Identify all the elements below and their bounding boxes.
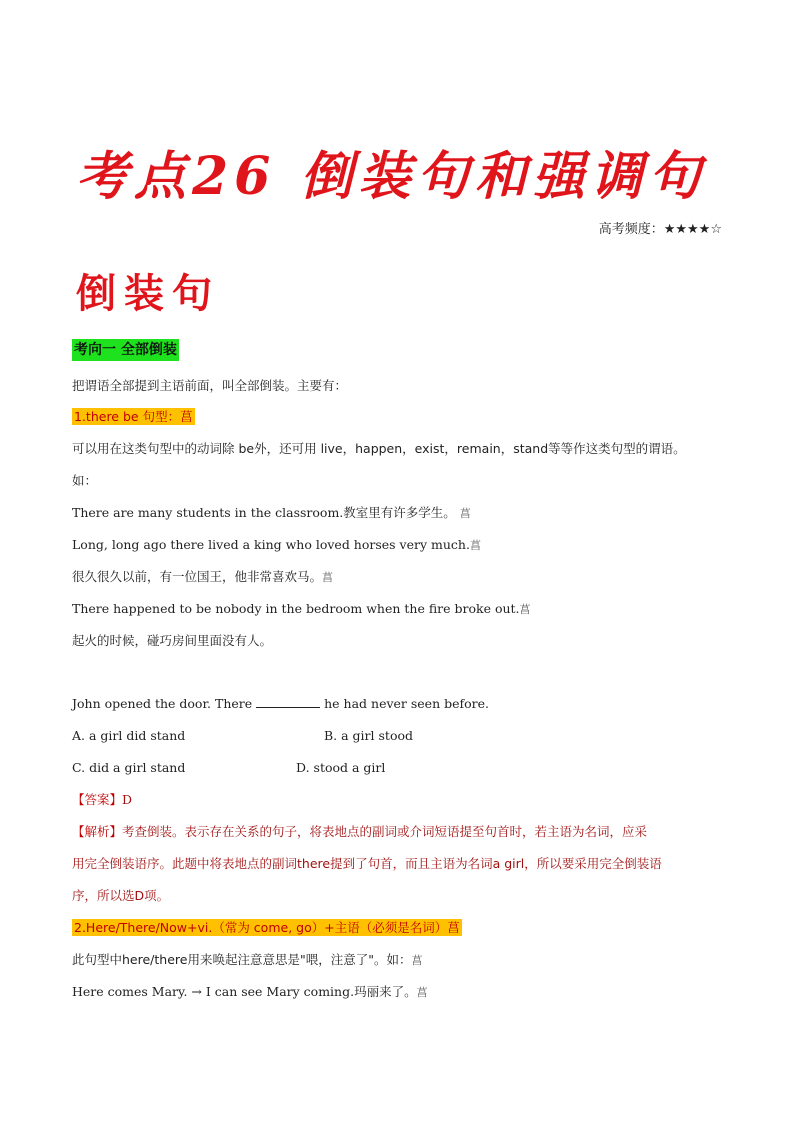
example-line: Long, long ago there lived a king who loved horses very much.菖 (72, 537, 481, 552)
point2-description: 此句型中here/there用来唤起注意意思是"喂，注意了"。如：菖 (72, 952, 423, 967)
option-c: C. did a girl stand (72, 760, 186, 775)
point1-description: 可以用在这类句型中的动词除 be外，还可用 live，happen，exist，remain，stand等等作这类句型的谓语。 (72, 441, 686, 456)
page-title: 考点26 倒装句和强调句 (76, 146, 707, 207)
analysis-label: 【解析】 (72, 824, 123, 839)
point1-heading (72, 408, 195, 426)
analysis-line-2: 用完全倒装语序。此题中将表地点的副词there提到了句首，而且主语为名词a girl，所以要采用完全倒装语 (72, 856, 662, 871)
subsection-heading: 考向一 全部倒装 (72, 339, 179, 361)
intro-text: 把谓语全部提到主语前面，叫全部倒装。主要有： (72, 378, 348, 393)
option-a: A. a girl did stand (72, 728, 186, 743)
answer-label: 【答案】 (72, 792, 123, 807)
example-intro: 如： (72, 473, 98, 488)
point2-heading (72, 919, 462, 937)
example-line: 很久很久以前，有一位国王，他非常喜欢马。菖 (72, 569, 334, 584)
section-title: 倒装句 (76, 270, 220, 317)
frequency-stars: ★★★★☆ (663, 222, 722, 237)
point2-heading-text: 2.Here/There/Now+vi.（常为 come, go）+主语（必须是名词）菖 (74, 920, 460, 935)
analysis-line-1: 【解析】考查倒装。表示存在关系的句子，将表地点的副词或介词短语提至句首时，若主语为名词，应采 (72, 824, 648, 839)
point1-heading-text: 1.there be 句型：菖 (74, 409, 193, 424)
frequency-label: 高考频度： (598, 222, 664, 237)
answer-blank (256, 695, 320, 708)
example-line: There are many students in the classroom.教室里有许多学生。 菖 (72, 505, 471, 520)
answer-value: D (122, 792, 133, 807)
answer-line (72, 791, 132, 809)
option-d: D. stood a girl (296, 760, 386, 775)
example-line: There happened to be nobody in the bedroom when the fire broke out.菖 (72, 601, 531, 616)
question-stem: John opened the door. There he had never seen before. (72, 696, 490, 711)
analysis-line-3: 序，所以选D项。 (72, 888, 170, 903)
exam-frequency (599, 218, 722, 237)
point2-example: Here comes Mary. → I can see Mary coming.玛丽来了。菖 (72, 984, 428, 999)
option-b: B. a girl stood (324, 728, 413, 743)
example-line: 起火的时候，碰巧房间里面没有人。 (72, 633, 273, 648)
